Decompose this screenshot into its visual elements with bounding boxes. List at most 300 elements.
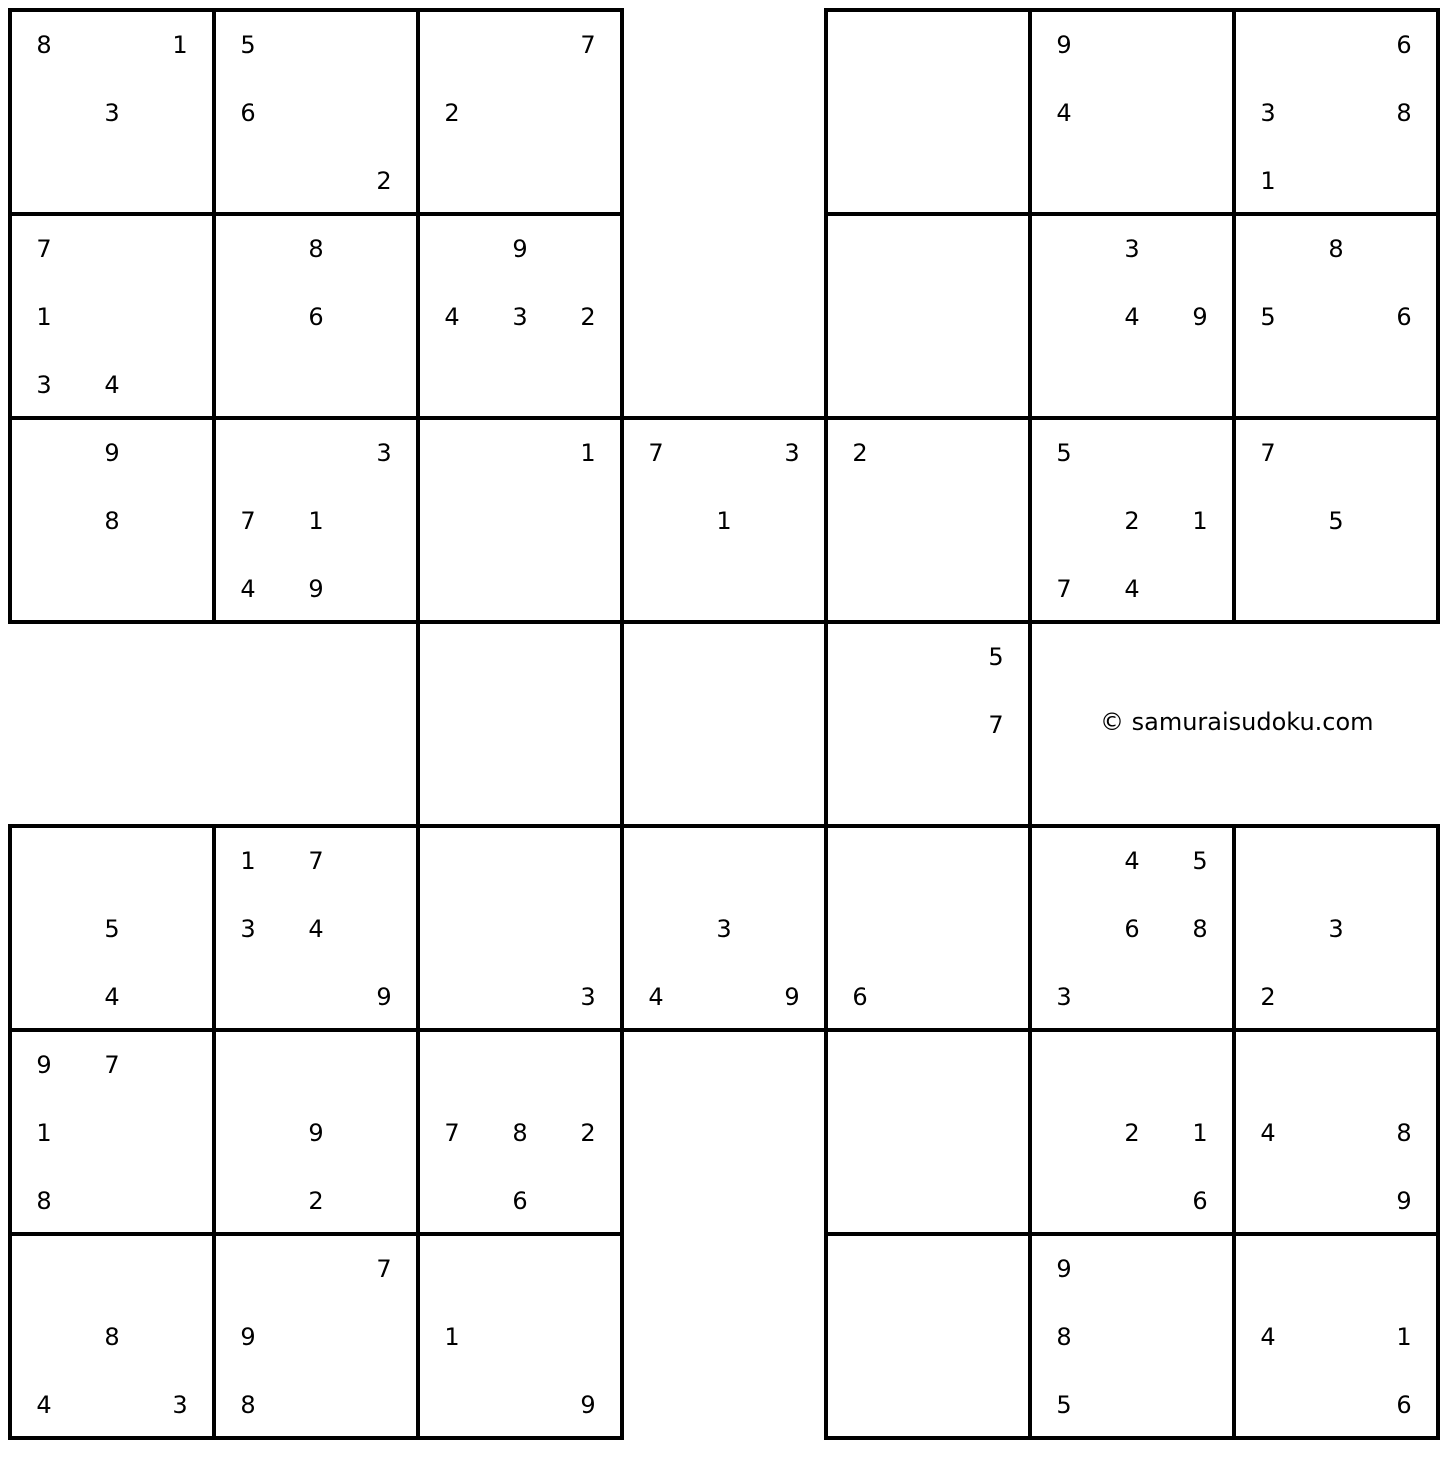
sudoku-cell[interactable] — [418, 554, 486, 622]
sudoku-cell[interactable] — [894, 1030, 962, 1098]
sudoku-cell[interactable] — [1030, 486, 1098, 554]
sudoku-cell[interactable] — [894, 214, 962, 282]
sudoku-cell[interactable] — [282, 1234, 350, 1302]
sudoku-cell[interactable] — [962, 146, 1030, 214]
cell-digit: 5 — [1056, 1391, 1072, 1419]
sudoku-cell[interactable] — [282, 78, 350, 146]
sudoku-cell[interactable] — [554, 1302, 622, 1370]
sudoku-cell[interactable] — [1030, 1166, 1098, 1234]
sudoku-cell[interactable] — [1030, 282, 1098, 350]
sudoku-cell[interactable] — [282, 1302, 350, 1370]
sudoku-cell[interactable] — [962, 826, 1030, 894]
sudoku-cell[interactable] — [1234, 826, 1302, 894]
sudoku-cell[interactable] — [146, 146, 214, 214]
sudoku-cell[interactable] — [350, 282, 418, 350]
sudoku-cell[interactable] — [894, 1166, 962, 1234]
sudoku-cell[interactable] — [1166, 1030, 1234, 1098]
sudoku-cell[interactable] — [690, 758, 758, 826]
cell-digit: 5 — [1192, 847, 1208, 875]
sudoku-cell[interactable] — [894, 1370, 962, 1438]
sudoku-cell[interactable] — [622, 758, 690, 826]
sudoku-cell[interactable] — [282, 146, 350, 214]
sudoku-cell[interactable] — [1234, 894, 1302, 962]
sudoku-cell[interactable] — [1302, 826, 1370, 894]
sudoku-cell[interactable] — [1098, 146, 1166, 214]
sudoku-cell[interactable] — [1370, 962, 1438, 1030]
sudoku-cell[interactable] — [78, 554, 146, 622]
sudoku-cell[interactable] — [758, 622, 826, 690]
sudoku-cell[interactable] — [418, 894, 486, 962]
sudoku-cell[interactable] — [146, 1030, 214, 1098]
sudoku-cell[interactable] — [1234, 350, 1302, 418]
sudoku-cell[interactable] — [826, 486, 894, 554]
sudoku-cell[interactable] — [1166, 10, 1234, 78]
sudoku-cell[interactable] — [282, 350, 350, 418]
sudoku-cell[interactable] — [894, 78, 962, 146]
sudoku-cell[interactable] — [826, 1098, 894, 1166]
sudoku-cell[interactable] — [894, 1234, 962, 1302]
sudoku-cell[interactable] — [554, 622, 622, 690]
sudoku-cell[interactable] — [1370, 350, 1438, 418]
sudoku-cell[interactable] — [1098, 962, 1166, 1030]
sudoku-cell[interactable] — [418, 214, 486, 282]
sudoku-cell[interactable] — [690, 826, 758, 894]
sudoku-cell[interactable] — [78, 1234, 146, 1302]
sudoku-cell[interactable] — [350, 554, 418, 622]
cell-digit: 3 — [1056, 983, 1072, 1011]
sudoku-cell[interactable] — [962, 1098, 1030, 1166]
sudoku-cell[interactable] — [962, 894, 1030, 962]
sudoku-cell[interactable] — [486, 1030, 554, 1098]
cell-digit: 2 — [444, 99, 460, 127]
sudoku-cell[interactable] — [10, 418, 78, 486]
cell-digit: 5 — [988, 643, 1004, 671]
sudoku-cell[interactable] — [1370, 214, 1438, 282]
sudoku-cell[interactable] — [486, 622, 554, 690]
sudoku-cell[interactable] — [690, 690, 758, 758]
sudoku-cell[interactable] — [10, 486, 78, 554]
sudoku-cell[interactable] — [894, 146, 962, 214]
sudoku-cell[interactable] — [486, 418, 554, 486]
sudoku-cell[interactable] — [146, 826, 214, 894]
sudoku-cell[interactable] — [1234, 10, 1302, 78]
cell-digit: 8 — [104, 1323, 120, 1351]
sudoku-cell[interactable] — [1234, 214, 1302, 282]
sudoku-cell[interactable] — [10, 962, 78, 1030]
sudoku-cell[interactable] — [554, 1166, 622, 1234]
sudoku-cell[interactable] — [1166, 214, 1234, 282]
sudoku-cell[interactable] — [1370, 486, 1438, 554]
sudoku-cell[interactable] — [826, 10, 894, 78]
sudoku-cell[interactable] — [1098, 418, 1166, 486]
sudoku-cell[interactable] — [418, 418, 486, 486]
sudoku-cell[interactable] — [214, 962, 282, 1030]
sudoku-cell[interactable] — [282, 418, 350, 486]
sudoku-cell[interactable] — [1370, 894, 1438, 962]
sudoku-cell[interactable] — [350, 1370, 418, 1438]
cell-digit: 9 — [1192, 303, 1208, 331]
sudoku-cell[interactable] — [1030, 826, 1098, 894]
sudoku-cell[interactable] — [146, 418, 214, 486]
sudoku-cell[interactable] — [1030, 350, 1098, 418]
sudoku-cell[interactable] — [1166, 418, 1234, 486]
sudoku-cell[interactable] — [78, 1166, 146, 1234]
sudoku-cell[interactable] — [1030, 1030, 1098, 1098]
sudoku-cell[interactable] — [826, 350, 894, 418]
sudoku-cell[interactable] — [146, 1166, 214, 1234]
sudoku-cell[interactable] — [486, 486, 554, 554]
cell-digit: 7 — [988, 711, 1004, 739]
sudoku-cell[interactable] — [146, 1234, 214, 1302]
sudoku-cell[interactable] — [350, 1166, 418, 1234]
sudoku-cell[interactable] — [418, 622, 486, 690]
sudoku-cell[interactable] — [10, 894, 78, 962]
sudoku-cell[interactable] — [146, 962, 214, 1030]
sudoku-cell[interactable] — [486, 146, 554, 214]
sudoku-cell[interactable] — [1302, 1370, 1370, 1438]
sudoku-cell[interactable] — [1370, 1234, 1438, 1302]
sudoku-cell[interactable] — [146, 1302, 214, 1370]
sudoku-cell[interactable] — [1302, 962, 1370, 1030]
cell-digit: 7 — [376, 1255, 392, 1283]
sudoku-cell[interactable] — [214, 1234, 282, 1302]
sudoku-cell[interactable] — [554, 826, 622, 894]
sudoku-cell[interactable] — [894, 554, 962, 622]
cell-digit: 8 — [1056, 1323, 1072, 1351]
sudoku-cell[interactable] — [146, 1098, 214, 1166]
sudoku-cell[interactable] — [554, 486, 622, 554]
sudoku-cell[interactable] — [418, 1030, 486, 1098]
sudoku-cell[interactable] — [418, 1166, 486, 1234]
sudoku-cell[interactable] — [146, 282, 214, 350]
sudoku-cell[interactable] — [894, 418, 962, 486]
sudoku-cell[interactable] — [214, 1098, 282, 1166]
cell-digit: 2 — [580, 303, 596, 331]
sudoku-cell[interactable] — [554, 1234, 622, 1302]
sudoku-cell[interactable] — [1166, 962, 1234, 1030]
sudoku-cell[interactable] — [622, 826, 690, 894]
sudoku-cell[interactable] — [826, 1030, 894, 1098]
sudoku-cell[interactable] — [1166, 1302, 1234, 1370]
sudoku-cell[interactable] — [1302, 350, 1370, 418]
sudoku-cell[interactable] — [1370, 1030, 1438, 1098]
sudoku-cell[interactable] — [146, 894, 214, 962]
sudoku-cell[interactable] — [554, 758, 622, 826]
sudoku-cell[interactable] — [282, 1030, 350, 1098]
sudoku-cell[interactable] — [554, 690, 622, 758]
sudoku-cell[interactable] — [1302, 554, 1370, 622]
sudoku-cell[interactable] — [962, 1302, 1030, 1370]
sudoku-cell[interactable] — [1166, 78, 1234, 146]
sudoku-cell[interactable] — [350, 1302, 418, 1370]
sudoku-cell[interactable] — [10, 826, 78, 894]
sudoku-cell[interactable] — [10, 1302, 78, 1370]
sudoku-cell[interactable] — [350, 486, 418, 554]
sudoku-cell[interactable] — [486, 758, 554, 826]
cell-digit: 3 — [512, 303, 528, 331]
sudoku-cell[interactable] — [962, 486, 1030, 554]
sudoku-cell[interactable] — [622, 894, 690, 962]
cell-digit: 3 — [784, 439, 800, 467]
sudoku-cell[interactable] — [214, 214, 282, 282]
cell-digit: 2 — [308, 1187, 324, 1215]
cell-digit: 6 — [1396, 303, 1412, 331]
sudoku-cell[interactable] — [690, 554, 758, 622]
sudoku-cell[interactable] — [1302, 1234, 1370, 1302]
sudoku-cell[interactable] — [826, 622, 894, 690]
sudoku-cell[interactable] — [826, 78, 894, 146]
sudoku-cell[interactable] — [1098, 1030, 1166, 1098]
sudoku-cell[interactable] — [1370, 418, 1438, 486]
sudoku-cell[interactable] — [826, 1234, 894, 1302]
cell-digit: 5 — [104, 915, 120, 943]
sudoku-cell[interactable] — [350, 214, 418, 282]
sudoku-cell[interactable] — [418, 146, 486, 214]
sudoku-cell[interactable] — [826, 1370, 894, 1438]
sudoku-cell[interactable] — [962, 1370, 1030, 1438]
sudoku-cell[interactable] — [1370, 826, 1438, 894]
sudoku-cell[interactable] — [350, 826, 418, 894]
sudoku-cell[interactable] — [894, 282, 962, 350]
sudoku-cell[interactable] — [1030, 894, 1098, 962]
sudoku-cell[interactable] — [1098, 10, 1166, 78]
sudoku-cell[interactable] — [1098, 1370, 1166, 1438]
cell-digit: 8 — [104, 507, 120, 535]
sudoku-cell[interactable] — [894, 1098, 962, 1166]
sudoku-cell[interactable] — [894, 894, 962, 962]
sudoku-cell[interactable] — [894, 486, 962, 554]
sudoku-cell[interactable] — [826, 1166, 894, 1234]
sudoku-cell[interactable] — [486, 10, 554, 78]
sudoku-cell[interactable] — [1234, 554, 1302, 622]
sudoku-cell[interactable] — [962, 554, 1030, 622]
sudoku-cell[interactable] — [418, 1370, 486, 1438]
sudoku-cell[interactable] — [894, 826, 962, 894]
sudoku-cell[interactable] — [486, 962, 554, 1030]
sudoku-cell[interactable] — [1098, 1166, 1166, 1234]
sudoku-cell[interactable] — [554, 350, 622, 418]
sudoku-cell[interactable] — [214, 350, 282, 418]
sudoku-cell[interactable] — [486, 894, 554, 962]
sudoku-cell[interactable] — [282, 1370, 350, 1438]
sudoku-cell[interactable] — [146, 214, 214, 282]
sudoku-cell[interactable] — [1302, 78, 1370, 146]
sudoku-cell[interactable] — [962, 1166, 1030, 1234]
sudoku-cell[interactable] — [758, 486, 826, 554]
sudoku-cell[interactable] — [418, 758, 486, 826]
sudoku-cell[interactable] — [894, 350, 962, 418]
sudoku-cell[interactable] — [962, 214, 1030, 282]
sudoku-cell[interactable] — [826, 554, 894, 622]
sudoku-cell[interactable] — [78, 826, 146, 894]
sudoku-cell[interactable] — [826, 826, 894, 894]
sudoku-cell[interactable] — [1234, 1030, 1302, 1098]
cell-digit: 3 — [104, 99, 120, 127]
sudoku-cell[interactable] — [350, 1098, 418, 1166]
sudoku-cell[interactable] — [1302, 1098, 1370, 1166]
sudoku-cell[interactable] — [486, 1302, 554, 1370]
sudoku-cell[interactable] — [1030, 1098, 1098, 1166]
sudoku-cell[interactable] — [486, 554, 554, 622]
sudoku-cell[interactable] — [1166, 554, 1234, 622]
sudoku-cell[interactable] — [10, 78, 78, 146]
sudoku-cell[interactable] — [1166, 1234, 1234, 1302]
sudoku-cell[interactable] — [418, 1234, 486, 1302]
sudoku-cell[interactable] — [78, 282, 146, 350]
sudoku-cell[interactable] — [962, 962, 1030, 1030]
sudoku-cell[interactable] — [350, 78, 418, 146]
sudoku-cell[interactable] — [418, 826, 486, 894]
cell-digit: 4 — [1124, 303, 1140, 331]
sudoku-cell[interactable] — [78, 1098, 146, 1166]
sudoku-cell[interactable] — [894, 1302, 962, 1370]
sudoku-cell[interactable] — [894, 758, 962, 826]
cell-digit: 9 — [1056, 31, 1072, 59]
cell-digit: 6 — [1192, 1187, 1208, 1215]
sudoku-cell[interactable] — [962, 1234, 1030, 1302]
sudoku-cell[interactable] — [10, 146, 78, 214]
sudoku-cell[interactable] — [622, 486, 690, 554]
sudoku-cell[interactable] — [1302, 418, 1370, 486]
sudoku-cell[interactable] — [554, 146, 622, 214]
sudoku-cell[interactable] — [350, 10, 418, 78]
sudoku-cell[interactable] — [418, 962, 486, 1030]
cell-digit: 8 — [1396, 99, 1412, 127]
cell-digit: 6 — [240, 99, 256, 127]
cell-digit: 2 — [376, 167, 392, 195]
sudoku-cell[interactable] — [78, 1370, 146, 1438]
sudoku-cell[interactable] — [962, 758, 1030, 826]
sudoku-cell[interactable] — [1098, 78, 1166, 146]
sudoku-cell[interactable] — [894, 10, 962, 78]
sudoku-cell[interactable] — [826, 1302, 894, 1370]
sudoku-cell[interactable] — [418, 350, 486, 418]
sudoku-cell[interactable] — [690, 962, 758, 1030]
sudoku-cell[interactable] — [350, 894, 418, 962]
sudoku-cell[interactable] — [962, 10, 1030, 78]
sudoku-cell[interactable] — [826, 214, 894, 282]
sudoku-cell[interactable] — [1302, 1166, 1370, 1234]
sudoku-cell[interactable] — [758, 894, 826, 962]
sudoku-cell[interactable] — [486, 78, 554, 146]
sudoku-cell[interactable] — [690, 622, 758, 690]
sudoku-cell[interactable] — [486, 826, 554, 894]
sudoku-cell[interactable] — [962, 418, 1030, 486]
sudoku-cell[interactable] — [826, 690, 894, 758]
sudoku-cell[interactable] — [690, 418, 758, 486]
sudoku-cell[interactable] — [1370, 146, 1438, 214]
sudoku-cell[interactable] — [214, 418, 282, 486]
sudoku-cell[interactable] — [78, 146, 146, 214]
sudoku-cell[interactable] — [146, 350, 214, 418]
sudoku-cell[interactable] — [214, 1030, 282, 1098]
sudoku-cell[interactable] — [1098, 1302, 1166, 1370]
sudoku-cell[interactable] — [758, 554, 826, 622]
sudoku-cell[interactable] — [894, 622, 962, 690]
sudoku-cell[interactable] — [758, 758, 826, 826]
sudoku-cell[interactable] — [78, 10, 146, 78]
sudoku-cell[interactable] — [418, 690, 486, 758]
sudoku-cell[interactable] — [146, 554, 214, 622]
cell-digit: 4 — [1260, 1119, 1276, 1147]
sudoku-cell[interactable] — [1302, 146, 1370, 214]
sudoku-cell[interactable] — [826, 146, 894, 214]
sudoku-cell[interactable] — [486, 690, 554, 758]
sudoku-cell[interactable] — [758, 826, 826, 894]
sudoku-cell[interactable] — [1234, 1370, 1302, 1438]
sudoku-cell[interactable] — [10, 1234, 78, 1302]
copyright-text: © samuraisudoku.com — [1100, 708, 1374, 736]
sudoku-cell[interactable] — [282, 962, 350, 1030]
sudoku-cell[interactable] — [826, 894, 894, 962]
sudoku-cell[interactable] — [962, 1030, 1030, 1098]
sudoku-cell[interactable] — [78, 214, 146, 282]
sudoku-cell[interactable] — [146, 486, 214, 554]
sudoku-cell[interactable] — [486, 1370, 554, 1438]
sudoku-cell[interactable] — [758, 690, 826, 758]
sudoku-cell[interactable] — [554, 214, 622, 282]
sudoku-cell[interactable] — [282, 10, 350, 78]
sudoku-cell[interactable] — [418, 486, 486, 554]
sudoku-cell[interactable] — [146, 78, 214, 146]
sudoku-cell[interactable] — [1234, 486, 1302, 554]
sudoku-cell[interactable] — [554, 554, 622, 622]
sudoku-cell[interactable] — [1234, 1166, 1302, 1234]
sudoku-cell[interactable] — [350, 350, 418, 418]
cell-digit: 4 — [1124, 847, 1140, 875]
sudoku-cell[interactable] — [1166, 1370, 1234, 1438]
sudoku-cell[interactable] — [418, 10, 486, 78]
sudoku-cell[interactable] — [554, 894, 622, 962]
sudoku-cell[interactable] — [1030, 146, 1098, 214]
cell-digit: 8 — [36, 31, 52, 59]
sudoku-cell[interactable] — [1098, 350, 1166, 418]
sudoku-cell[interactable] — [486, 350, 554, 418]
sudoku-cell[interactable] — [894, 962, 962, 1030]
sudoku-cell[interactable] — [554, 78, 622, 146]
sudoku-cell[interactable] — [1302, 10, 1370, 78]
cell-digit: 7 — [104, 1051, 120, 1079]
sudoku-cell[interactable] — [894, 690, 962, 758]
sudoku-cell[interactable] — [486, 1234, 554, 1302]
sudoku-cell[interactable] — [214, 146, 282, 214]
sudoku-cell[interactable] — [962, 78, 1030, 146]
sudoku-cell[interactable] — [1166, 146, 1234, 214]
sudoku-cell[interactable] — [350, 1030, 418, 1098]
sudoku-cell[interactable] — [1234, 1234, 1302, 1302]
sudoku-cell[interactable] — [214, 1166, 282, 1234]
sudoku-cell[interactable] — [622, 554, 690, 622]
sudoku-cell[interactable] — [1302, 282, 1370, 350]
sudoku-cell[interactable] — [826, 282, 894, 350]
sudoku-cell[interactable] — [10, 554, 78, 622]
sudoku-cell[interactable] — [554, 1030, 622, 1098]
sudoku-cell[interactable] — [1166, 350, 1234, 418]
sudoku-cell[interactable] — [1030, 214, 1098, 282]
sudoku-cell[interactable] — [1302, 1030, 1370, 1098]
sudoku-cell[interactable] — [622, 622, 690, 690]
sudoku-cell[interactable] — [962, 350, 1030, 418]
sudoku-cell[interactable] — [1098, 1234, 1166, 1302]
sudoku-cell[interactable] — [962, 282, 1030, 350]
sudoku-cell[interactable] — [1302, 1302, 1370, 1370]
cell-digit: 5 — [1328, 507, 1344, 535]
sudoku-cell[interactable] — [826, 758, 894, 826]
sudoku-cell[interactable] — [1370, 554, 1438, 622]
sudoku-cell[interactable] — [622, 690, 690, 758]
sudoku-cell[interactable] — [214, 282, 282, 350]
cell-digit: 4 — [104, 983, 120, 1011]
